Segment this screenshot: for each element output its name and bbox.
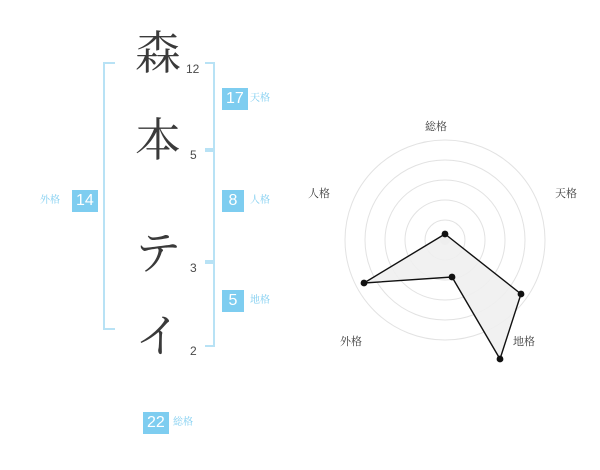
radar-axis-label-gaikaku: 外格 (340, 336, 362, 348)
score-label-chikaku: 地格 (250, 295, 270, 306)
bracket-jinkaku (205, 150, 215, 262)
stroke-count-4: 2 (190, 344, 197, 358)
score-value-tenkaku: 17 (222, 88, 248, 110)
radar-axis-label-jinkaku: 人格 (308, 188, 330, 200)
score-value-gaikaku: 14 (72, 190, 98, 212)
radar-axis-label-chikaku: 地格 (513, 336, 535, 348)
score-value-chikaku: 5 (222, 290, 244, 312)
score-label-tenkaku: 天格 (250, 93, 270, 104)
score-value-soukaku: 22 (143, 412, 169, 434)
bracket-tenkaku (205, 62, 215, 150)
name-character-3: テ (135, 226, 181, 280)
name-character-4: イ (135, 309, 181, 363)
radar-axis-label-soukaku: 総格 (425, 121, 447, 133)
radar-chart (300, 105, 590, 385)
score-label-gaikaku: 外格 (40, 195, 60, 206)
name-character-1: 森 (135, 26, 181, 80)
score-label-soukaku: 総格 (173, 417, 193, 428)
stroke-count-2: 5 (190, 148, 197, 162)
stroke-count-3: 3 (190, 261, 197, 275)
radar-axis-label-tenkaku: 天格 (555, 188, 577, 200)
bracket-chikaku (205, 262, 215, 347)
score-label-jinkaku: 人格 (250, 195, 270, 206)
bracket-gaikaku (103, 62, 115, 330)
stroke-count-1: 12 (186, 62, 200, 76)
score-value-jinkaku: 8 (222, 190, 244, 212)
name-character-2: 本 (135, 113, 181, 167)
